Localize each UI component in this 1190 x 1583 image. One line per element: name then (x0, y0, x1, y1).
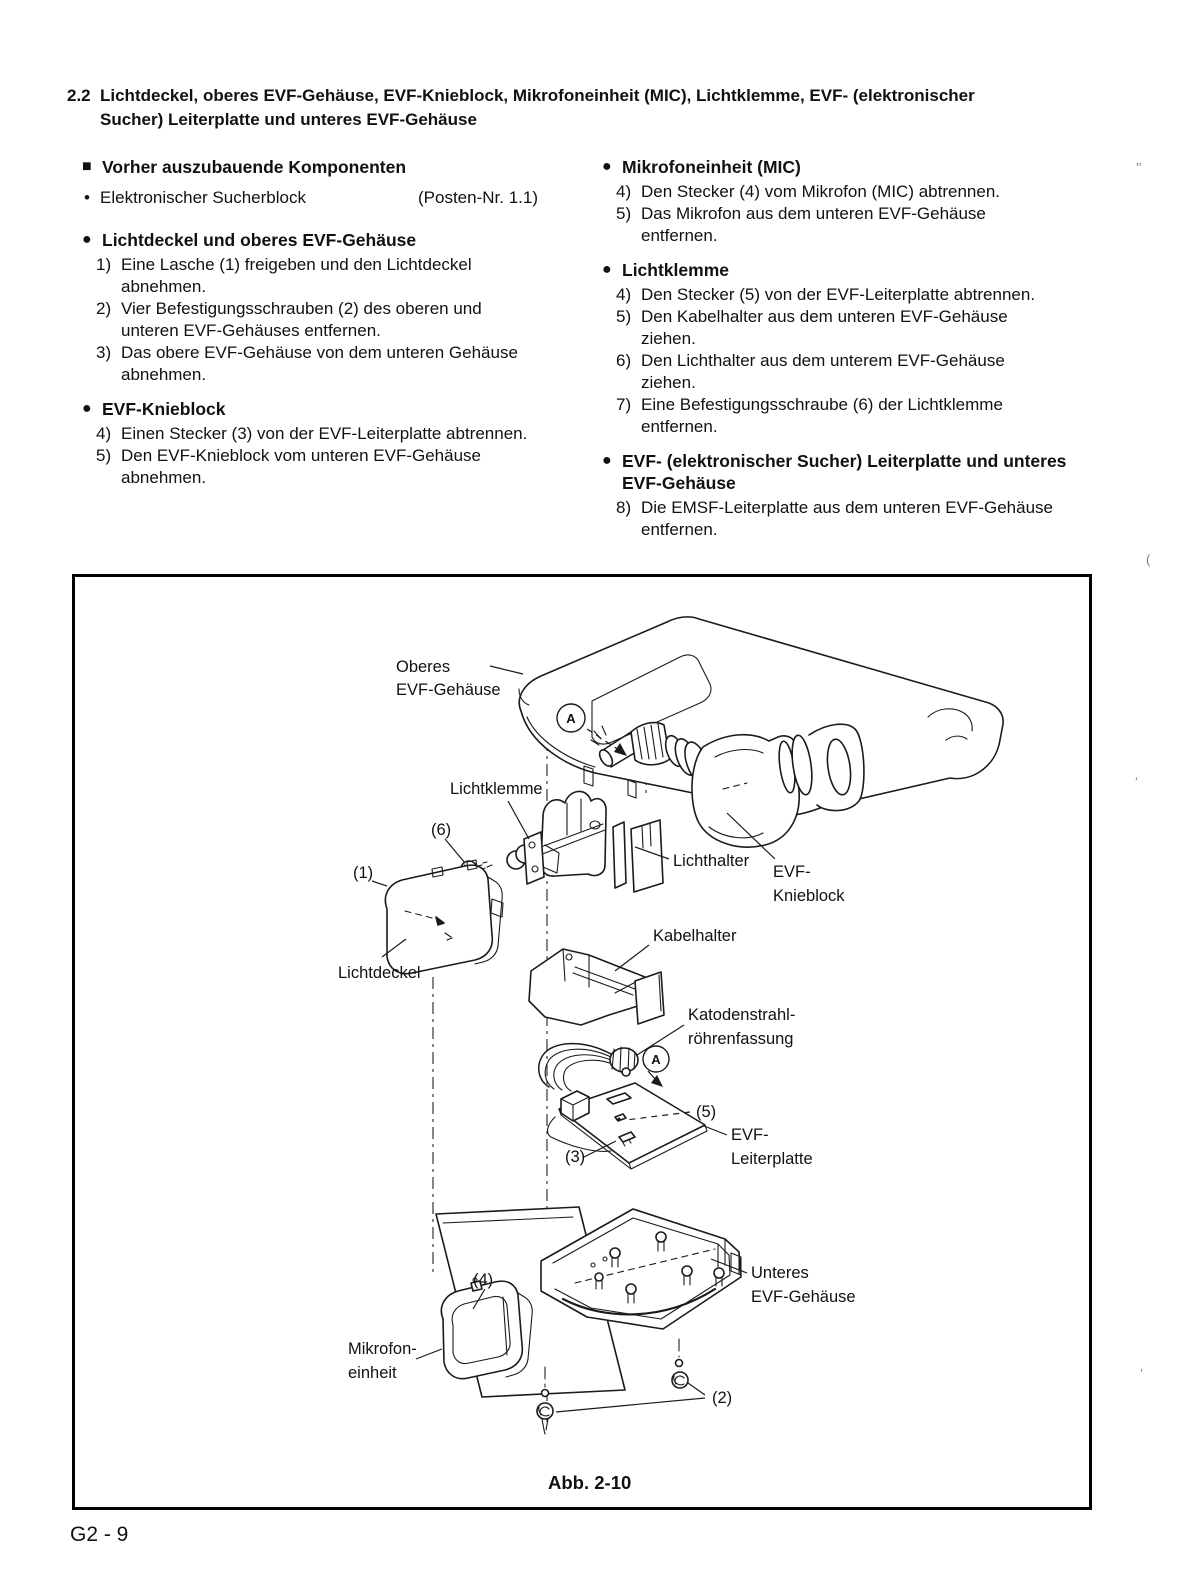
figure-label-mikrofoneinheit: einheit (348, 1364, 397, 1382)
figure-label-mikrofoneinheit: Mikrofon- (348, 1340, 417, 1358)
figure-ref-4: (4) (473, 1271, 494, 1289)
step-number: 8) (616, 498, 632, 517)
step-text: Den EVF-Knieblock vom unteren EVF-Gehäuse (121, 446, 482, 465)
step-number: 6) (616, 351, 632, 370)
step-number: 4) (616, 182, 632, 201)
step (96, 298, 587, 342)
section-heading-row (82, 229, 587, 251)
figure-label-lichtklemme: Lichtklemme (450, 780, 543, 798)
figure-box (72, 574, 1092, 1510)
step-text: entfernen. (641, 226, 718, 245)
step-text: abnehmen. (121, 468, 207, 487)
step-text: unteren EVF-Gehäuses entfernen. (121, 321, 381, 340)
step (616, 284, 1129, 306)
detail-a-letter: A (566, 711, 576, 726)
step-text: abnehmen. (121, 277, 207, 296)
lichtdeckel-drawing (385, 860, 503, 974)
prereq-item (84, 187, 587, 209)
prereq-heading (82, 156, 587, 178)
section-heading-text: EVF-Knieblock (102, 399, 226, 419)
crt-socket-drawing (539, 1044, 638, 1091)
step-number: 4) (616, 285, 632, 304)
section-lichtklemme (602, 259, 1129, 438)
figure-label-evf-knieblock: EVF- (773, 863, 811, 881)
step-number: 5) (616, 307, 632, 326)
scan-speck: ( (1146, 552, 1151, 567)
figure-label-lichtdeckel: Lichtdeckel (338, 964, 421, 982)
step (616, 203, 1129, 247)
figure-label-oberes-evf-gehaeuse: EVF-Gehäuse (396, 681, 501, 699)
step (96, 342, 587, 386)
step-number: 5) (616, 204, 632, 223)
step-number: 4) (96, 424, 112, 443)
step-text: Den Stecker (4) vom Mikrofon (MIC) abtrennen. (641, 182, 1001, 201)
figure-ref-2: (2) (712, 1389, 733, 1407)
section-title-line1: Lichtdeckel, oberes EVF-Gehäuse, EVF-Knieblock, Mikrofoneinheit (MIC), Lichtklemme, EVF- (elektronischer (100, 86, 975, 105)
step-text: Vier Befestigungsschrauben (2) des oberen und (121, 299, 482, 318)
step-text: Die EMSF-Leiterplatte aus dem unteren EVF-Gehäuse (641, 498, 1053, 517)
prereq-heading-text: Vorher auszubauende Komponenten (102, 157, 407, 177)
section-heading-row (82, 398, 587, 420)
step (96, 445, 587, 489)
section-evf-leiterplatte (602, 450, 1129, 541)
section-heading-row (602, 450, 1129, 494)
section-lichtdeckel-oberes (82, 229, 587, 386)
step-text: Den Lichthalter aus dem unterem EVF-Gehäuse (641, 351, 1005, 370)
detail-a-letter: A (651, 1052, 661, 1067)
prereq-item-text: Elektronischer Sucherblock (100, 188, 306, 207)
step-text: ziehen. (641, 329, 696, 348)
figure-label-evf-knieblock: Knieblock (773, 887, 845, 905)
section-heading (67, 84, 1060, 132)
step-text: Einen Stecker (3) von der EVF-Leiterplatte abtrennen. (121, 424, 528, 443)
section-bullet-icon: ● (82, 400, 92, 417)
figure-label-evf-leiterplatte: Leiterplatte (731, 1150, 813, 1168)
step-number: 5) (96, 446, 112, 465)
square-marker-icon: ■ (82, 158, 92, 175)
scan-speck: ’ (1140, 1366, 1143, 1381)
figure-ref-1: (1) (353, 864, 374, 882)
lichthalter-drawing (541, 791, 663, 892)
step-text: Den Stecker (5) von der EVF-Leiterplatte abtrennen. (641, 285, 1036, 304)
detail-a-bottom (643, 1046, 669, 1087)
step (616, 394, 1129, 438)
step (616, 306, 1129, 350)
step (616, 181, 1129, 203)
section-number: 2.2 (67, 86, 91, 105)
step-text: Das Mikrofon aus dem unteren EVF-Gehäuse (641, 204, 986, 223)
figure-ref-6: (6) (431, 821, 452, 839)
page-number: G2 - 9 (70, 1523, 129, 1546)
figure-label-unteres-evf-gehaeuse: Unteres (751, 1264, 809, 1282)
step (616, 350, 1129, 394)
section-bullet-icon: ● (602, 158, 612, 175)
bullet-icon: • (84, 188, 90, 207)
figure-caption: Abb. 2-10 (548, 1472, 632, 1493)
section-bullet-icon: ● (82, 231, 92, 248)
scan-speck: ’’ (1136, 160, 1142, 175)
section-bullet-icon: ● (602, 452, 612, 469)
step-text: Den Kabelhalter aus dem unteren EVF-Gehäuse (641, 307, 1008, 326)
section-heading-row (602, 259, 1129, 281)
section-title-line2: Sucher) Leiterplatte und unteres EVF-Gehäuse (100, 109, 477, 129)
figure-ref-5: (5) (696, 1103, 717, 1121)
figure-ref-3: (3) (565, 1148, 586, 1166)
step (616, 497, 1129, 541)
figure-label-katodenstrahlroehrenfassung: Katodenstrahl- (688, 1006, 796, 1024)
step (96, 423, 587, 445)
step-text: Das obere EVF-Gehäuse von dem unteren Gehäuse (121, 343, 518, 362)
step-text: Eine Befestigungsschraube (6) der Lichtklemme (641, 395, 1003, 414)
step (96, 254, 587, 298)
step-text: abnehmen. (121, 365, 207, 384)
step-number: 2) (96, 299, 112, 318)
section-heading-text: Lichtklemme (622, 260, 729, 280)
figure-label-evf-leiterplatte: EVF- (731, 1126, 769, 1144)
section-heading-line1: EVF- (elektronischer Sucher) Leiterplatte und unteres (622, 451, 1067, 471)
exploded-view-drawing (75, 577, 1089, 1507)
step-text: entfernen. (641, 520, 718, 539)
section-heading-text: Mikrofoneinheit (MIC) (622, 157, 801, 177)
step-text: Eine Lasche (1) freigeben und den Lichtdeckel (121, 255, 472, 274)
kabelhalter-drawing (529, 949, 664, 1025)
left-column (82, 156, 587, 489)
step-number: 1) (96, 255, 112, 274)
scan-speck: ‘ (1135, 774, 1138, 789)
prereq-item-ref: (Posten-Nr. 1.1) (418, 188, 538, 207)
step-number: 3) (96, 343, 112, 362)
section-evf-knieblock (82, 398, 587, 489)
section-mikrofoneinheit (602, 156, 1129, 247)
figure-label-lichthalter: Lichthalter (673, 852, 750, 870)
figure-label-kabelhalter: Kabelhalter (653, 927, 737, 945)
step-text: ziehen. (641, 373, 696, 392)
section-heading-line2: EVF-Gehäuse (622, 473, 736, 493)
step-number: 7) (616, 395, 632, 414)
figure-label-oberes-evf-gehaeuse: Oberes (396, 658, 451, 676)
figure-label-katodenstrahlroehrenfassung: röhrenfassung (688, 1030, 794, 1048)
section-title (100, 84, 1060, 132)
section-heading-row (602, 156, 1129, 178)
section-bullet-icon: ● (602, 261, 612, 278)
figure-label-unteres-evf-gehaeuse: EVF-Gehäuse (751, 1288, 856, 1306)
section-heading-text: Lichtdeckel und oberes EVF-Gehäuse (102, 230, 417, 250)
step-text: entfernen. (641, 417, 718, 436)
right-column (602, 156, 1129, 541)
